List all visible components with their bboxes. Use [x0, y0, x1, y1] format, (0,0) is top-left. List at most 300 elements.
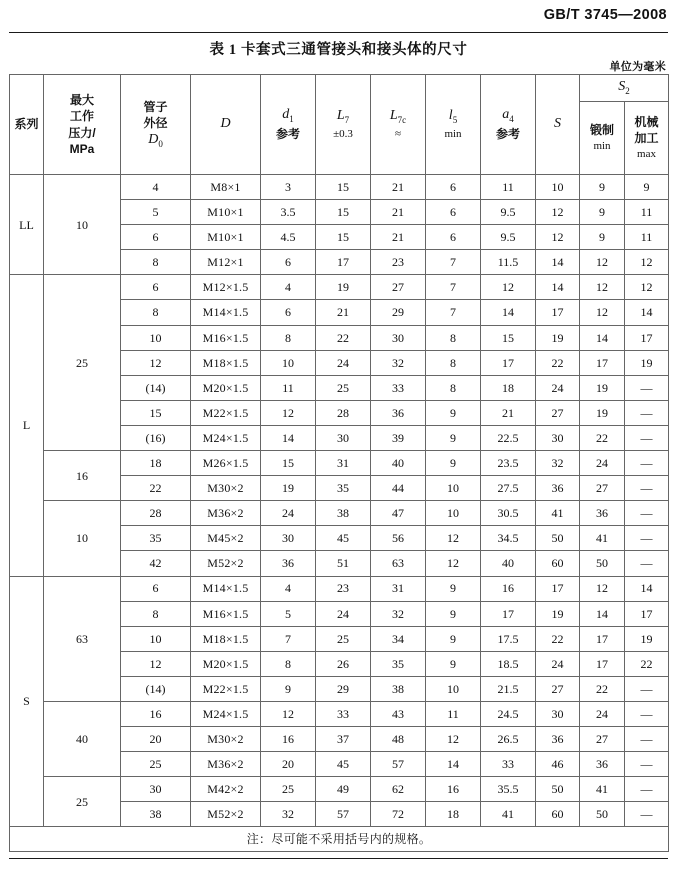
cell-l5: 9: [426, 651, 481, 676]
cell-D: M16×1.5: [191, 325, 261, 350]
cell-D: M24×1.5: [191, 425, 261, 450]
cell-D: M36×2: [191, 501, 261, 526]
cell-l5: 8: [426, 325, 481, 350]
cell-D: M12×1: [191, 250, 261, 275]
cell-S2_forged: 19: [580, 400, 625, 425]
cell-d1: 16: [261, 727, 316, 752]
cell-L7c: 32: [371, 350, 426, 375]
cell-d1: 15: [261, 451, 316, 476]
cell-tube_od: 6: [121, 275, 191, 300]
cell-d1: 36: [261, 551, 316, 576]
cell-l5: 11: [426, 701, 481, 726]
cell-L7c: 38: [371, 676, 426, 701]
cell-D: M20×1.5: [191, 651, 261, 676]
cell-tube_od: 8: [121, 601, 191, 626]
th-S2-forged: 锻制 min: [580, 102, 625, 175]
cell-L7: 45: [316, 526, 371, 551]
cell-l5: 8: [426, 350, 481, 375]
cell-S: 24: [536, 651, 580, 676]
cell-S: 36: [536, 727, 580, 752]
th-S2-machined: 机械 加工 max: [625, 102, 669, 175]
cell-S2_machined: 22: [625, 651, 669, 676]
cell-D: M10×1: [191, 200, 261, 225]
cell-a4: 9.5: [481, 225, 536, 250]
cell-pressure: 16: [44, 451, 121, 501]
cell-l5: 9: [426, 400, 481, 425]
cell-d1: 11: [261, 375, 316, 400]
cell-D: M18×1.5: [191, 626, 261, 651]
cell-L7: 25: [316, 626, 371, 651]
cell-d1: 24: [261, 501, 316, 526]
cell-D: M45×2: [191, 526, 261, 551]
cell-a4: 24.5: [481, 701, 536, 726]
cell-S2_machined: —: [625, 701, 669, 726]
cell-D: M14×1.5: [191, 576, 261, 601]
table-title-row: [9, 39, 668, 73]
cell-S2_forged: 14: [580, 601, 625, 626]
cell-l5: 10: [426, 676, 481, 701]
cell-S2_forged: 22: [580, 425, 625, 450]
cell-S: 46: [536, 752, 580, 777]
footer-rule: [9, 858, 668, 859]
cell-S2_forged: 12: [580, 275, 625, 300]
cell-l5: 9: [426, 576, 481, 601]
cell-a4: 11.5: [481, 250, 536, 275]
cell-S2_machined: —: [625, 476, 669, 501]
table-row: [10, 451, 669, 476]
cell-tube_od: 35: [121, 526, 191, 551]
cell-D: M24×1.5: [191, 701, 261, 726]
cell-l5: 9: [426, 626, 481, 651]
cell-L7: 24: [316, 601, 371, 626]
cell-a4: 21.5: [481, 676, 536, 701]
cell-l5: 7: [426, 275, 481, 300]
table-row: [10, 175, 669, 200]
cell-tube_od: 30: [121, 777, 191, 802]
cell-d1: 4: [261, 275, 316, 300]
cell-d1: 4: [261, 576, 316, 601]
th-S2-symbol: $S_2$: [618, 79, 630, 97]
cell-L7: 15: [316, 225, 371, 250]
cell-pressure: 10: [44, 175, 121, 275]
cell-l5: 9: [426, 451, 481, 476]
th-L7: $L_7$ ±0.3: [316, 75, 371, 175]
table-head: [10, 75, 669, 175]
cell-L7: 30: [316, 425, 371, 450]
footnote-row: [10, 827, 669, 852]
cell-L7c: 29: [371, 300, 426, 325]
cell-D: M22×1.5: [191, 400, 261, 425]
cell-L7: 37: [316, 727, 371, 752]
cell-S: 17: [536, 576, 580, 601]
cell-L7c: 57: [371, 752, 426, 777]
cell-S2_machined: —: [625, 752, 669, 777]
cell-S: 14: [536, 275, 580, 300]
th-a4-symbol: $a_4$: [502, 107, 514, 125]
cell-l5: 6: [426, 225, 481, 250]
cell-S2_machined: —: [625, 777, 669, 802]
cell-a4: 11: [481, 175, 536, 200]
cell-a4: 34.5: [481, 526, 536, 551]
th-L7c-symbol: $L_{7c}$: [389, 107, 407, 125]
cell-S2_machined: —: [625, 451, 669, 476]
cell-L7: 25: [316, 375, 371, 400]
cell-S2_machined: —: [625, 501, 669, 526]
cell-L7: 31: [316, 451, 371, 476]
cell-tube_od: 10: [121, 325, 191, 350]
cell-S2_forged: 9: [580, 175, 625, 200]
cell-L7: 29: [316, 676, 371, 701]
cell-L7: 24: [316, 350, 371, 375]
cell-tube_od: (16): [121, 425, 191, 450]
cell-S: 50: [536, 526, 580, 551]
cell-L7c: 21: [371, 225, 426, 250]
th-tube-outer-diameter: 管子 外径 $D_0$: [121, 75, 191, 175]
cell-tube_od: 16: [121, 701, 191, 726]
cell-series: LL: [10, 175, 44, 275]
th-L7c: $L_{7c}$ ≈: [371, 75, 426, 175]
cell-pressure: 25: [44, 275, 121, 451]
cell-D: M16×1.5: [191, 601, 261, 626]
cell-d1: 6: [261, 300, 316, 325]
cell-d1: 12: [261, 701, 316, 726]
unit-note: 单位为毫米: [609, 61, 666, 73]
cell-S: 22: [536, 350, 580, 375]
cell-S2_machined: —: [625, 802, 669, 827]
cell-a4: 33: [481, 752, 536, 777]
cell-S: 27: [536, 400, 580, 425]
cell-L7: 19: [316, 275, 371, 300]
cell-a4: 30.5: [481, 501, 536, 526]
cell-D: M10×1: [191, 225, 261, 250]
cell-d1: 3.5: [261, 200, 316, 225]
th-max-working-pressure: 最大 工作 压力/ MPa: [44, 75, 121, 175]
cell-tube_od: 12: [121, 651, 191, 676]
cell-S: 60: [536, 802, 580, 827]
cell-S2_machined: 14: [625, 300, 669, 325]
cell-L7c: 35: [371, 651, 426, 676]
cell-S2_machined: —: [625, 676, 669, 701]
cell-S2_forged: 50: [580, 802, 625, 827]
cell-l5: 12: [426, 551, 481, 576]
cell-L7c: 21: [371, 200, 426, 225]
cell-S2_forged: 50: [580, 551, 625, 576]
cell-S2_machined: 17: [625, 325, 669, 350]
cell-L7c: 63: [371, 551, 426, 576]
cell-d1: 3: [261, 175, 316, 200]
cell-L7c: 72: [371, 802, 426, 827]
cell-S: 17: [536, 300, 580, 325]
cell-S2_machined: —: [625, 526, 669, 551]
cell-L7c: 39: [371, 425, 426, 450]
table-row: [10, 501, 669, 526]
cell-S2_machined: —: [625, 551, 669, 576]
cell-S: 12: [536, 200, 580, 225]
cell-S: 27: [536, 676, 580, 701]
table-title: 表 1 卡套式三通管接头和接头体的尺寸: [209, 42, 468, 58]
cell-L7: 49: [316, 777, 371, 802]
cell-S2_forged: 36: [580, 752, 625, 777]
cell-S2_machined: 17: [625, 601, 669, 626]
cell-L7c: 47: [371, 501, 426, 526]
cell-series: L: [10, 275, 44, 576]
cell-S2_forged: 17: [580, 350, 625, 375]
cell-a4: 16: [481, 576, 536, 601]
header-rule: [9, 32, 668, 33]
cell-tube_od: 12: [121, 350, 191, 375]
cell-S2_machined: —: [625, 375, 669, 400]
cell-d1: 25: [261, 777, 316, 802]
cell-d1: 30: [261, 526, 316, 551]
cell-L7c: 33: [371, 375, 426, 400]
cell-S2_machined: 9: [625, 175, 669, 200]
cell-a4: 15: [481, 325, 536, 350]
cell-S: 12: [536, 225, 580, 250]
cell-pressure: 40: [44, 701, 121, 776]
cell-a4: 23.5: [481, 451, 536, 476]
cell-l5: 10: [426, 501, 481, 526]
cell-l5: 14: [426, 752, 481, 777]
cell-a4: 14: [481, 300, 536, 325]
cell-tube_od: 22: [121, 476, 191, 501]
cell-S2_forged: 17: [580, 626, 625, 651]
cell-l5: 7: [426, 250, 481, 275]
cell-d1: 10: [261, 350, 316, 375]
cell-l5: 9: [426, 425, 481, 450]
cell-S: 32: [536, 451, 580, 476]
cell-tube_od: 5: [121, 200, 191, 225]
cell-L7c: 43: [371, 701, 426, 726]
cell-D: M18×1.5: [191, 350, 261, 375]
cell-D: M26×1.5: [191, 451, 261, 476]
table-row: [10, 777, 669, 802]
cell-D: M12×1.5: [191, 275, 261, 300]
cell-S: 10: [536, 175, 580, 200]
table-row: [10, 275, 669, 300]
cell-S2_machined: 12: [625, 250, 669, 275]
table-row: [10, 701, 669, 726]
cell-D: M30×2: [191, 476, 261, 501]
cell-D: M42×2: [191, 777, 261, 802]
cell-S2_forged: 12: [580, 300, 625, 325]
cell-L7c: 23: [371, 250, 426, 275]
cell-a4: 40: [481, 551, 536, 576]
cell-S: 36: [536, 476, 580, 501]
th-l5: $l_5$ min: [426, 75, 481, 175]
cell-tube_od: 18: [121, 451, 191, 476]
cell-S2_machined: 14: [625, 576, 669, 601]
cell-L7c: 27: [371, 275, 426, 300]
cell-d1: 19: [261, 476, 316, 501]
cell-D: M30×2: [191, 727, 261, 752]
cell-series: S: [10, 576, 44, 827]
standard-code: GB/T 3745—2008: [543, 7, 667, 23]
cell-a4: 41: [481, 802, 536, 827]
cell-a4: 17: [481, 601, 536, 626]
cell-tube_od: 6: [121, 225, 191, 250]
cell-S2_machined: 12: [625, 275, 669, 300]
cell-S2_machined: —: [625, 400, 669, 425]
cell-S2_forged: 12: [580, 250, 625, 275]
cell-S2_machined: 19: [625, 626, 669, 651]
cell-S: 19: [536, 325, 580, 350]
cell-S2_forged: 9: [580, 200, 625, 225]
cell-a4: 17: [481, 350, 536, 375]
cell-D: M22×1.5: [191, 676, 261, 701]
cell-L7: 15: [316, 175, 371, 200]
dimensions-table: [9, 74, 669, 852]
cell-d1: 14: [261, 425, 316, 450]
cell-L7: 23: [316, 576, 371, 601]
cell-l5: 12: [426, 727, 481, 752]
cell-S: 30: [536, 701, 580, 726]
cell-S2_forged: 27: [580, 476, 625, 501]
cell-tube_od: 4: [121, 175, 191, 200]
cell-L7: 17: [316, 250, 371, 275]
table-row: [10, 576, 669, 601]
cell-D: M52×2: [191, 551, 261, 576]
cell-D: M20×1.5: [191, 375, 261, 400]
cell-a4: 22.5: [481, 425, 536, 450]
cell-S2_machined: —: [625, 425, 669, 450]
cell-l5: 6: [426, 200, 481, 225]
cell-tube_od: 25: [121, 752, 191, 777]
cell-L7: 28: [316, 400, 371, 425]
th-a4: $a_4$ 参考: [481, 75, 536, 175]
cell-d1: 4.5: [261, 225, 316, 250]
cell-a4: 35.5: [481, 777, 536, 802]
cell-L7c: 40: [371, 451, 426, 476]
cell-tube_od: 8: [121, 300, 191, 325]
cell-S: 60: [536, 551, 580, 576]
cell-d1: 6: [261, 250, 316, 275]
cell-l5: 12: [426, 526, 481, 551]
cell-pressure: 25: [44, 777, 121, 827]
cell-tube_od: 15: [121, 400, 191, 425]
cell-S2_forged: 24: [580, 451, 625, 476]
th-d1: $d_1$ 参考: [261, 75, 316, 175]
cell-S: 19: [536, 601, 580, 626]
table-footnote: 注：尽可能不采用括号内的规格。: [10, 827, 669, 852]
cell-tube_od: (14): [121, 676, 191, 701]
cell-L7: 26: [316, 651, 371, 676]
table-foot: [10, 827, 669, 852]
cell-S: 41: [536, 501, 580, 526]
cell-l5: 8: [426, 375, 481, 400]
cell-tube_od: 8: [121, 250, 191, 275]
cell-S2_forged: 22: [580, 676, 625, 701]
cell-D: M8×1: [191, 175, 261, 200]
cell-a4: 27.5: [481, 476, 536, 501]
cell-S2_forged: 12: [580, 576, 625, 601]
cell-S2_machined: 11: [625, 200, 669, 225]
cell-S2_forged: 19: [580, 375, 625, 400]
cell-L7c: 48: [371, 727, 426, 752]
cell-d1: 20: [261, 752, 316, 777]
cell-L7c: 34: [371, 626, 426, 651]
cell-L7: 15: [316, 200, 371, 225]
header-row-top: [10, 75, 669, 102]
cell-d1: 12: [261, 400, 316, 425]
th-tube-od-symbol: $D_0$: [148, 131, 163, 149]
cell-a4: 18.5: [481, 651, 536, 676]
th-l5-symbol: $l_5$: [448, 107, 458, 125]
th-S2-group: [580, 75, 669, 102]
cell-d1: 32: [261, 802, 316, 827]
cell-pressure: 10: [44, 501, 121, 576]
cell-L7: 21: [316, 300, 371, 325]
cell-L7: 33: [316, 701, 371, 726]
cell-tube_od: (14): [121, 375, 191, 400]
cell-L7c: 56: [371, 526, 426, 551]
cell-tube_od: 38: [121, 802, 191, 827]
th-series: 系列: [10, 75, 44, 175]
cell-S2_forged: 17: [580, 651, 625, 676]
cell-L7c: 31: [371, 576, 426, 601]
cell-D: M14×1.5: [191, 300, 261, 325]
cell-L7: 51: [316, 551, 371, 576]
cell-a4: 21: [481, 400, 536, 425]
cell-S2_forged: 36: [580, 501, 625, 526]
cell-d1: 5: [261, 601, 316, 626]
cell-a4: 9.5: [481, 200, 536, 225]
cell-S2_machined: 19: [625, 350, 669, 375]
th-L7-symbol: $L_7$: [336, 107, 350, 125]
cell-S2_forged: 14: [580, 325, 625, 350]
table-body: [10, 175, 669, 827]
cell-L7: 38: [316, 501, 371, 526]
cell-tube_od: 6: [121, 576, 191, 601]
cell-d1: 8: [261, 651, 316, 676]
cell-a4: 26.5: [481, 727, 536, 752]
cell-L7: 45: [316, 752, 371, 777]
cell-L7c: 62: [371, 777, 426, 802]
cell-S: 14: [536, 250, 580, 275]
cell-S: 50: [536, 777, 580, 802]
cell-tube_od: 28: [121, 501, 191, 526]
cell-L7c: 32: [371, 601, 426, 626]
cell-L7c: 44: [371, 476, 426, 501]
cell-l5: 7: [426, 300, 481, 325]
cell-L7c: 21: [371, 175, 426, 200]
cell-d1: 9: [261, 676, 316, 701]
cell-l5: 16: [426, 777, 481, 802]
cell-a4: 18: [481, 375, 536, 400]
cell-S2_machined: —: [625, 727, 669, 752]
cell-pressure: 63: [44, 576, 121, 701]
cell-tube_od: 20: [121, 727, 191, 752]
cell-l5: 18: [426, 802, 481, 827]
cell-S2_forged: 41: [580, 777, 625, 802]
cell-L7: 35: [316, 476, 371, 501]
th-d1-symbol: $d_1$: [282, 107, 294, 125]
cell-S2_forged: 41: [580, 526, 625, 551]
cell-tube_od: 10: [121, 626, 191, 651]
cell-l5: 10: [426, 476, 481, 501]
cell-L7: 57: [316, 802, 371, 827]
th-D: D: [191, 75, 261, 175]
cell-l5: 9: [426, 601, 481, 626]
cell-S2_forged: 9: [580, 225, 625, 250]
cell-S2_forged: 24: [580, 701, 625, 726]
cell-a4: 17.5: [481, 626, 536, 651]
cell-D: M36×2: [191, 752, 261, 777]
cell-S2_forged: 27: [580, 727, 625, 752]
cell-S: 24: [536, 375, 580, 400]
th-S: S: [536, 75, 580, 175]
cell-L7: 22: [316, 325, 371, 350]
cell-L7c: 30: [371, 325, 426, 350]
